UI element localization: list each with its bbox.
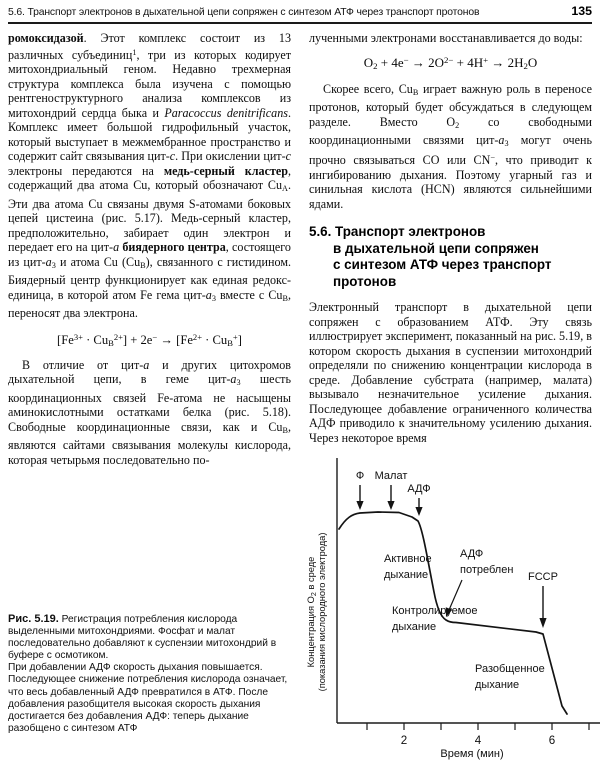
right-paragraph-3: Электронный транспорт в дыхательной цепи сопряжен с образованием АТФ. Эту связь иллюстрирует эксперимент, показанный на рис. 5.19, в котором скорость дыхания в суспензии митохондрий определяли по снижению концентрации кислорода в среде. Добавление субстрата (например, малата) вызывало незначительное усиление дыхания. Последующее добавление ограниченного количества АДФ приводило к значительному усилению дыхания. Через некоторое время <box>309 300 592 445</box>
page-number: 135 <box>571 4 592 18</box>
figure-caption-line-3: малат последовательно добавляют к суспензии <box>8 626 236 650</box>
marker-phosphate <box>356 470 364 510</box>
annotation-active-line-1: Активное <box>384 553 432 565</box>
marker-malate <box>375 470 408 510</box>
marker-fccp <box>528 571 558 628</box>
y-axis-title-line-1-end: в среде <box>306 556 316 593</box>
marker-label-malate: Малат <box>374 470 408 482</box>
annotation-controlled-respiration <box>392 605 477 633</box>
annotation-active-line-2: дыхание <box>384 569 429 581</box>
right-paragraph-2: Скорее всего, $Cu_B$ играет важную роль в переносе протонов, который будет обсуждаться в следующем разделе. Вместо $O_2$ со свободными координационными связями цит-$a_3$ могут очень прочно связываться CO или CN−, что приводит к ингибированию дыхания. Поэтому угарный газ и синильная кислота (HCN) являются сильнейшими ядами. <box>309 81 593 211</box>
section-heading-line-2: в дыхательной цепи сопряжен <box>333 240 539 256</box>
y-axis-title-line-2: (показания кислородного электрода) <box>317 532 327 692</box>
figure-caption-rest: При добавлении АДФ скорость дыхания повышается. Последующее снижение потребления кислорода означает, что весь добавленный АДФ превратился в АТФ. После добавления разобщителя высокая скорость дыхания достигается без добавления АДФ: теперь дыхание разобщено с синтезом АТФ <box>8 662 288 734</box>
figure-oxygen-consumption-chart <box>300 452 600 773</box>
annotation-controlled-line-2: дыхание <box>392 621 437 633</box>
annotation-uncoupled-respiration <box>475 663 545 691</box>
annotation-controlled-line-1: Контролируемое <box>392 605 478 617</box>
x-tick-label-6: 6 <box>548 734 556 747</box>
annotation-active-respiration <box>384 553 432 581</box>
y-axis-title <box>306 533 327 692</box>
running-head <box>8 4 592 24</box>
chart-svg <box>300 452 600 773</box>
header-divider <box>8 22 592 24</box>
section-heading-line-4: протонов <box>333 273 397 289</box>
annotation-uncoupled-line-2: дыхание <box>475 679 520 691</box>
figure-caption-line-1: Регистрация потребления кислорода <box>61 614 238 625</box>
marker-label-fccp: FCCP <box>528 571 558 583</box>
section-heading-line-1: 5.6. Транспорт электронов <box>309 224 486 240</box>
figure-caption-head <box>8 613 294 662</box>
figure-caption <box>8 613 294 735</box>
section-heading-line-3: с синтезом АТФ через транспорт <box>333 257 552 273</box>
left-column <box>8 31 291 467</box>
annotation-adp-consumed-line-1: АДФ <box>460 548 484 560</box>
equation-fe-cu: $[Fe^{3+} \cdot Cu_B^{2+}] + 2e^- \to [Fe^{2+} \cdot Cu_B^+]$ <box>57 331 242 348</box>
right-column <box>309 31 592 446</box>
y-axis-title-sub: 2 <box>309 592 318 597</box>
left-paragraph-1: ромоксидазой. Этот комплекс состоит из 13 различных субъединиц$^1$, три из которых кодирует митохондриальный геном. Недавно трехмерная структура комплекса была изучена с помощью рентгеноструктурного анализа комплексов из митохондрий сердца быка и Paracoccus denitrificans. Комплекс имеет большой гидрофильный участок, который выступает в межмембранное пространство и содержит сайт связывания цит-c. При окислении цит-c электроны передаются на медь-серный кластер, содержащий два атома Cu, который обозначают $Cu_A$. Эти два атома Cu связаны двумя S-атомами боковых цепей цистеина (рис. 5.17). Медь-серный кластер, предположительно, забирает один электрон и передает его на цит-a биядерного центра, состоящего из цит-$a_3$ и атома Cu $(Cu_B)$, связанного с гистидином. Биядерный центр функционирует как единая редокс-единица, в которой атом Fe гема цит-$a_3$ вместе с $Cu_B$, переносят два электрона. <box>8 31 292 321</box>
marker-label-phosphate: Ф <box>355 470 365 482</box>
running-head-title: 5.6. Транспорт электронов в дыхательной цепи сопряжен с синтезом АТФ через транспорт протонов <box>8 7 480 18</box>
marker-label-adp: АДФ <box>407 483 431 495</box>
y-axis-title-line-1: Концентрация O <box>306 596 316 668</box>
marker-adp-added <box>407 483 430 516</box>
equation-oxygen-water: $O_2 + 4e^- \to 2O^{2-} + 4H^+ \to 2H_2O$ <box>363 54 538 71</box>
x-axis-title: Время (мин) <box>440 748 504 760</box>
annotation-uncoupled-line-1: Разобщенное <box>475 663 545 675</box>
annotation-adp-consumed-line-2: потреблен <box>460 564 514 576</box>
section-heading <box>309 224 592 290</box>
left-paragraph-2: В отличие от цит-a и других цитохромов дыхательной цепи, в геме цит-$a_3$ шесть координационных связей Fe-атома не насыщены аминокислотными остатками белка (рис. 5.18). Свободные координационные связи, как и $Cu_B$, являются сайтами связывания молекулы кислорода, которая четырьмя последовательно по- <box>8 357 291 467</box>
figure-caption-line-2: выделенными митохондриями. Фосфат и <box>8 626 204 638</box>
x-axis-ticks <box>367 723 589 730</box>
figure-caption-line-4: митохондрий в буфере с осмотиком. <box>8 638 277 662</box>
x-tick-label-4: 4 <box>474 734 482 747</box>
x-tick-label-2: 2 <box>400 734 408 747</box>
right-paragraph-1: лученными электронами восстанавливается до воды: <box>309 31 583 45</box>
figure-number: Рис. 5.19. <box>8 613 59 625</box>
